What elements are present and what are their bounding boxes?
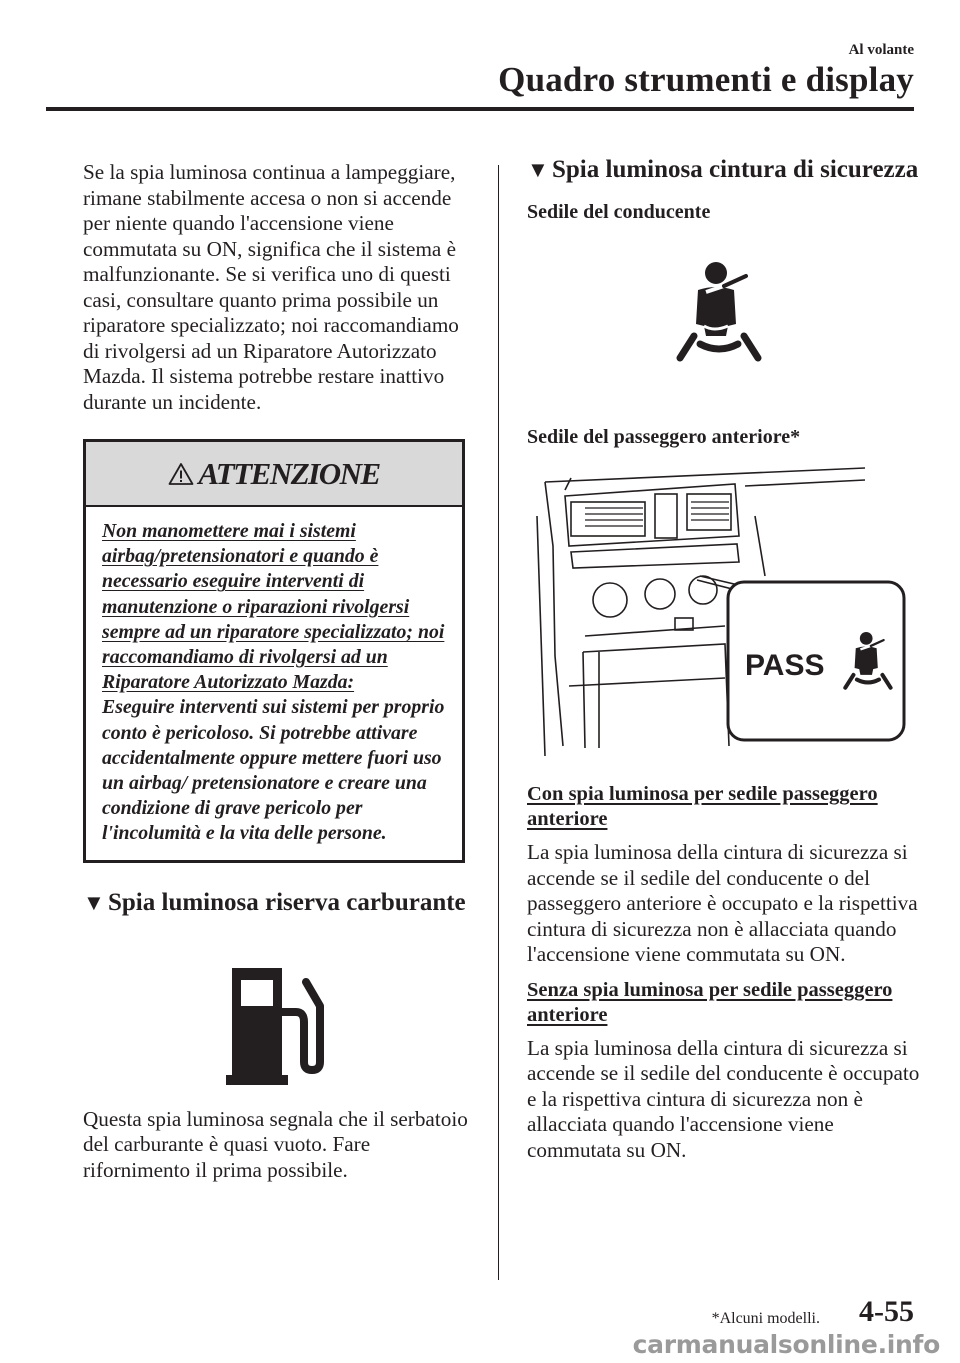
fuel-icon-wrap xyxy=(83,917,473,1107)
left-column xyxy=(83,160,473,1183)
footer-note: *Alcuni modelli. xyxy=(711,1310,820,1327)
pass-text: PASS xyxy=(745,649,825,682)
warning-triangle-icon xyxy=(168,462,194,486)
warning-text: Eseguire interventi sui sistemi per proprio conto è pericoloso. Si potrebbe attivare accidentalmente oppure mettere fuori uso un airbag/ pretensionatore e creare una condizione di grave pericolo per l'incolumità e la vita delle persone. xyxy=(102,696,445,845)
header-section: Al volante xyxy=(848,42,914,58)
seatbelt-heading: ▼ Spia luminosa cintura di sicurezza xyxy=(527,156,919,183)
warning-header xyxy=(86,442,462,507)
triangle-bullet-icon: ▼ xyxy=(83,889,105,915)
page-number: 4-55 xyxy=(859,1295,914,1328)
driver-seat-label: Sedile del conducente xyxy=(527,201,711,223)
without-passenger-heading: Senza spia luminosa per sedile passeggero anteriore xyxy=(527,978,893,1026)
dashboard-console-drawing xyxy=(525,456,909,766)
warning-body xyxy=(86,507,462,860)
right-column xyxy=(527,156,927,1163)
without-passenger-text: La spia luminosa della cintura di sicurezza si accende se il sedile del conducente è occupato e la rispettiva cintura di sicurezza non è allacciata quando l'accensione viene commutata su ON. xyxy=(527,1035,920,1162)
page-title: Quadro strumenti e display xyxy=(498,60,914,99)
header-rule xyxy=(46,107,914,111)
with-passenger-text: La spia luminosa della cintura di sicurezza si accende se il sedile del conducente o del passeggero anteriore è occupato e la rispettiva cintura di sicurezza non è allacciata quando l'accensione viene commutata su ON. xyxy=(527,840,918,966)
fuel-pump-icon xyxy=(226,962,346,1087)
fuel-heading: ▼ Spia luminosa riserva carburante xyxy=(83,888,466,916)
watermark: carmanualsonline.info xyxy=(632,1330,940,1359)
triangle-bullet-icon: ▼ xyxy=(527,157,549,182)
warning-underlined-text: Non manomettere mai i sistemi airbag/pretensionatori e quando è necessario eseguire interventi di manutenzione o riparazioni rivolgersi sempre ad un riparatore specializzato; noi raccomandiamo di rivolgersi ad un Riparatore Autorizzato Mazda: xyxy=(102,520,445,694)
fuel-paragraph: Questa spia luminosa segnala che il serbatoio del carburante è quasi vuoto. Fare rifornimento il prima possibile. xyxy=(83,1106,468,1182)
intro-paragraph: Se la spia luminosa continua a lampeggiare, rimane stabilmente accesa o non si accende per niente quando l'accensione viene commutata su ON, significa che il sistema è malfunzionante. Se si verifica uno di questi casi, consultare quanto prima possibile un riparatore specializzato; noi raccomandiamo di rivolgersi ad un Riparatore Autorizzato Mazda. Il sistema potrebbe restare inattivo durante un incidente. xyxy=(83,160,459,414)
driver-icon-wrap xyxy=(527,225,927,425)
warning-box xyxy=(83,439,465,863)
with-passenger-heading: Con spia luminosa per sedile passeggero anteriore xyxy=(527,783,878,830)
warning-title: ATTENZIONE xyxy=(198,455,380,491)
passenger-seat-label: Sedile del passeggero anteriore* xyxy=(527,426,801,448)
seatbelt-icon xyxy=(676,262,762,362)
dashboard-illustration xyxy=(527,456,927,770)
column-divider xyxy=(498,165,499,1280)
